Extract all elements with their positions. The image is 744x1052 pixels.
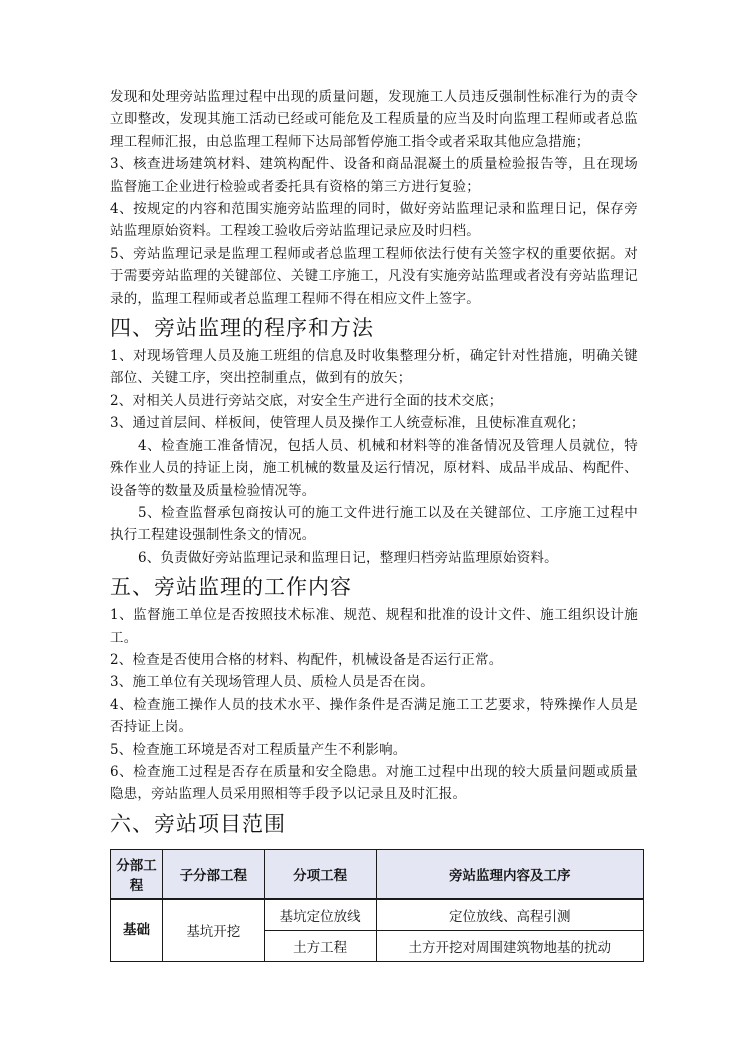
header-sub-division: 子分部工程 (162, 849, 264, 899)
section-5-heading: 五、旁站监理的工作内容 (110, 575, 352, 600)
header-content: 旁站监理内容及工序 (376, 849, 644, 899)
section-4-item-5: 5、检查监督承包商按认可的施工文件进行施工以及在关键部位、工序施工过程中执行工程建设强制性条文的情况。 (110, 504, 638, 544)
header-sub-item: 分项工程 (264, 849, 376, 899)
document-page (110, 86, 638, 962)
section-4-item-3: 3、通过首层间、样板间，使管理人员及操作工人统壹标准，且使标准直观化； (110, 415, 585, 432)
sub-item-cell: 土方工程 (264, 930, 376, 961)
sub-part-cell: 基坑开挖 (162, 899, 264, 962)
section-4-item-1: 1、对现场管理人员及施工班组的信息及时收集整理分析，确定针对性措施，明确关键部位、关键工序，突出控制重点，做到有的放矢； (110, 348, 638, 387)
content-cell: 土方开挖对周围建筑物地基的扰动 (376, 930, 644, 961)
table-header-row (111, 849, 644, 899)
section-5-item-2: 2、检查是否使用合格的材料、构配件，机械设备是否运行正常。 (110, 651, 503, 668)
sub-item-cell: 基坑定位放线 (264, 899, 376, 931)
section-5-item-4: 4、检查施工操作人员的技术水平、操作条件是否满足施工工艺要求，特殊操作人员是否持证上岗。 (110, 696, 638, 736)
category-cell: 基础 (111, 899, 163, 962)
section-4-item-6: 6、负责做好旁站监理记录和监理日记，整理归档旁站监理原始资料。 (138, 549, 558, 566)
intro-paragraph-3: 3、核查进场建筑材料、建筑构配件、设备和商品混凝土的质量检验报告等，且在现场监督施工企业进行检验或者委托具有资格的第三方进行复验； (110, 156, 638, 195)
intro-paragraph-4: 4、按规定的内容和范围实施旁站监理的同时，做好旁站监理记录和监理日记，保存旁站监理原始资料。工程竣工验收后旁站监理记录应及时归档。 (110, 201, 638, 240)
intro-paragraph-5: 5、旁站监理记录是监理工程师或者总监理工程师依法行使有关签字权的重要依据。对于需要旁站监理的关键部位、关键工序施工，凡没有实施旁站监理或者没有旁站监理记录的，监理工程师或者总监理工程师不得在相应文件上签字。 (110, 245, 638, 307)
section-5-item-5: 5、检查施工环境是否对工程质量产生不利影响。 (110, 741, 407, 758)
section-5-item-1: 1、监督施工单位是否按照技术标准、规范、规程和批准的设计文件、施工组织设计施工。 (110, 607, 638, 646)
section-6-heading: 六、旁站项目范围 (110, 811, 286, 836)
section-4-item-4: 4、检查施工准备情况，包括人员、机械和材料等的准备情况及管理人员就位，特殊作业人员的持证上岗，施工机械的数量及运行情况，原材料、成品半成品、构配件、设备等的数量及质量检验情况等。 (110, 437, 638, 499)
table-row (111, 899, 644, 931)
section-5-item-6: 6、检查施工过程是否存在质量和安全隐患。对施工过程中出现的较大质量问题或质量隐患，旁站监理人员采用照相等手段予以记录且及时汇报。 (110, 763, 638, 803)
content-cell: 定位放线、高程引测 (376, 899, 644, 931)
section-4-item-2: 2、对相关人员进行旁站交底，对安全生产进行全面的技术交底； (110, 392, 503, 409)
section-4-heading: 四、旁站监理的程序和方法 (110, 316, 374, 341)
section-5-item-3: 3、施工单位有关现场管理人员、质检人员是否在岗。 (110, 674, 434, 691)
header-division: 分部工程 (111, 849, 163, 899)
intro-paragraph-1: 发现和处理旁站监理过程中出现的质量问题，发现施工人员违反强制性标准行为的责令立即整改，发现其施工活动已经或可能危及工程质量的应当及时向监理工程师或者总监理工程师汇报，由总监理工程师下达局部暂停施工指令或者采取其他应急措施； (110, 89, 638, 150)
scope-table (110, 849, 644, 962)
